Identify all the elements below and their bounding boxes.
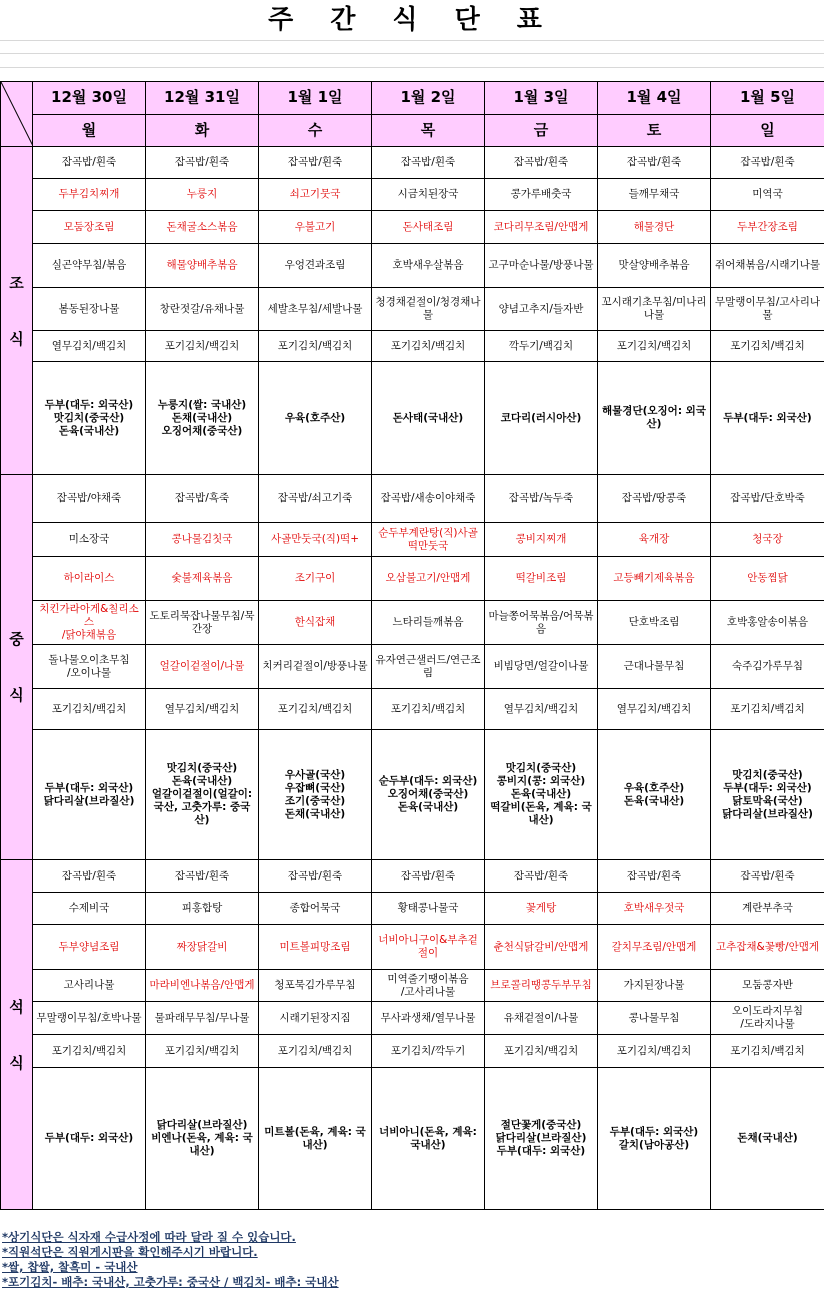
menu-cell: 잡곡밥/흰죽	[485, 147, 598, 179]
origin-cell: 너비아니(돈육, 계육: 국내산)	[372, 1068, 485, 1210]
menu-cell: 포기김치/백김치	[259, 331, 372, 362]
menu-cell: 꽃게탕	[485, 893, 598, 925]
menu-cell: 포기김치/백김치	[259, 1035, 372, 1068]
menu-cell: 잡곡밥/흰죽	[711, 860, 824, 893]
menu-cell: 포기김치/백김치	[372, 689, 485, 730]
menu-cell: 포기김치/백김치	[711, 331, 824, 362]
menu-cell: 무사과생채/열무나물	[372, 1002, 485, 1035]
menu-cell: 사골만둣국(직)떡+	[259, 523, 372, 557]
menu-cell: 종합어묵국	[259, 893, 372, 925]
menu-cell: 청경채겉절이/청경채나물	[372, 288, 485, 331]
menu-cell: 쇠고기뭇국	[259, 179, 372, 211]
menu-cell: 수제비국	[33, 893, 146, 925]
menu-cell: 하이라이스	[33, 557, 146, 601]
menu-cell: 잡곡밥/흰죽	[33, 860, 146, 893]
menu-cell: 피홍합탕	[146, 893, 259, 925]
menu-cell: 너비아니구이&부추겉절이	[372, 925, 485, 970]
menu-cell: 쥐어채볶음/시래기나물	[711, 244, 824, 288]
divider	[0, 40, 824, 41]
day-of-week: 금	[485, 114, 598, 147]
menu-cell: 무말랭이무침/호박나물	[33, 1002, 146, 1035]
divider	[0, 53, 824, 54]
menu-cell: 고구마순나물/방풍나물	[485, 244, 598, 288]
menu-cell: 미소장국	[33, 523, 146, 557]
day-of-week: 수	[259, 114, 372, 147]
menu-cell: 코다리무조림/안맵게	[485, 211, 598, 244]
menu-cell: 황태콩나물국	[372, 893, 485, 925]
menu-cell: 깍두기/백김치	[485, 331, 598, 362]
menu-cell: 고등빼기제육볶음	[598, 557, 711, 601]
menu-cell: 치커리겉절이/방풍나물	[259, 645, 372, 689]
menu-cell: 두부간장조림	[711, 211, 824, 244]
menu-cell: 얼갈이겉절이/나물	[146, 645, 259, 689]
page-title: 주 간 식 단 표	[268, 5, 556, 35]
menu-cell: 포기김치/백김치	[598, 1035, 711, 1068]
notes	[2, 1230, 822, 1290]
menu-cell: 갈치무조림/안맵게	[598, 925, 711, 970]
menu-cell: 포기김치/백김치	[33, 1035, 146, 1068]
menu-cell: 포기김치/깍두기	[372, 1035, 485, 1068]
menu-cell: 봄동된장나물	[33, 288, 146, 331]
origin-cell: 우사골(국산) 우잡뼈(국산) 조기(중국산) 돈채(국내산)	[259, 730, 372, 860]
day-of-week: 목	[372, 114, 485, 147]
origin-cell: 두부(대두: 외국산)	[33, 1068, 146, 1210]
menu-cell: 잡곡밥/새송이야채죽	[372, 475, 485, 523]
menu-cell: 잡곡밥/흰죽	[259, 147, 372, 179]
origin-cell: 두부(대두: 외국산) 갈치(남아공산)	[598, 1068, 711, 1210]
origin-cell: 순두부(대두: 외국산) 오징어채(중국산) 돈육(국내산)	[372, 730, 485, 860]
menu-cell: 브로콜리땡콩두부무침	[485, 970, 598, 1002]
menu-cell: 마늘쫑어묵볶음/어묵볶음	[485, 601, 598, 645]
origin-cell: 해물경단(오징어: 외국산)	[598, 362, 711, 475]
menu-cell: 들깨무채국	[598, 179, 711, 211]
menu-cell: 두부양념조림	[33, 925, 146, 970]
origin-cell: 우육(호주산) 돈육(국내산)	[598, 730, 711, 860]
menu-cell: 잡곡밥/흰죽	[33, 147, 146, 179]
menu-cell: 잡곡밥/흰죽	[372, 860, 485, 893]
note-line: *쌀, 찹쌀, 찰흑미 - 국내산	[2, 1260, 138, 1274]
menu-cell: 가지된장나물	[598, 970, 711, 1002]
menu-cell: 누룽지	[146, 179, 259, 211]
day-date: 1월 1일	[259, 82, 372, 115]
menu-cell: 호박홍알송이볶음	[711, 601, 824, 645]
menu-cell: 숙주김가루무침	[711, 645, 824, 689]
origin-cell: 우육(호주산)	[259, 362, 372, 475]
menu-cell: 잡곡밥/흰죽	[372, 147, 485, 179]
day-of-week: 토	[598, 114, 711, 147]
menu-cell: 오이도라지무침 /도라지나물	[711, 1002, 824, 1035]
menu-cell: 콩비지찌개	[485, 523, 598, 557]
menu-cell: 잡곡밥/녹두죽	[485, 475, 598, 523]
menu-cell: 조기구이	[259, 557, 372, 601]
origin-cell: 누룽지(쌀: 국내산) 돈채(국내산) 오징어채(중국산)	[146, 362, 259, 475]
menu-cell: 잡곡밥/흰죽	[711, 147, 824, 179]
menu-cell: 포기김치/백김치	[711, 1035, 824, 1068]
menu-cell: 비빔당면/얼갈이나물	[485, 645, 598, 689]
origin-cell: 돈사태(국내산)	[372, 362, 485, 475]
day-date: 1월 3일	[485, 82, 598, 115]
menu-cell: 해물양배추볶음	[146, 244, 259, 288]
menu-cell: 느타리들깨볶음	[372, 601, 485, 645]
menu-cell: 오삼불고기/안맵게	[372, 557, 485, 601]
menu-cell: 청국장	[711, 523, 824, 557]
menu-cell: 해물경단	[598, 211, 711, 244]
day-date: 1월 5일	[711, 82, 824, 115]
note-line: *상기식단은 식자재 수급사정에 따라 달라 질 수 있습니다.	[2, 1230, 296, 1244]
menu-cell: 창란젓갈/유채나물	[146, 288, 259, 331]
menu-cell: 고추잡채&꽃빵/안맵게	[711, 925, 824, 970]
menu-cell: 콩가루배춧국	[485, 179, 598, 211]
origin-cell: 두부(대두: 외국산)	[711, 362, 824, 475]
menu-cell: 열무김치/백김치	[146, 689, 259, 730]
divider	[0, 67, 824, 68]
menu-cell: 꼬시래기초무침/미나리나물	[598, 288, 711, 331]
menu-cell: 우엉견과조림	[259, 244, 372, 288]
day-of-week: 월	[33, 114, 146, 147]
menu-cell: 맛살양배추볶음	[598, 244, 711, 288]
menu-cell: 두부김치찌개	[33, 179, 146, 211]
origin-cell: 코다리(러시아산)	[485, 362, 598, 475]
menu-cell: 포기김치/백김치	[485, 1035, 598, 1068]
menu-cell: 근대나물무침	[598, 645, 711, 689]
menu-cell: 잡곡밥/흰죽	[146, 860, 259, 893]
origin-cell: 두부(대두: 외국산) 닭다리살(브라질산)	[33, 730, 146, 860]
day-date: 12월 31일	[146, 82, 259, 115]
menu-cell: 포기김치/백김치	[146, 331, 259, 362]
menu-cell: 열무김치/백김치	[485, 689, 598, 730]
menu-cell: 미트볼피망조림	[259, 925, 372, 970]
header-corner	[1, 82, 33, 147]
menu-cell: 시래기된장지짐	[259, 1002, 372, 1035]
menu-cell: 단호박조림	[598, 601, 711, 645]
meal-label: 중 식	[1, 475, 33, 860]
note-line: *직원석단은 직원게시판을 확인해주시기 바랍니다.	[2, 1245, 258, 1259]
menu-cell: 포기김치/백김치	[146, 1035, 259, 1068]
menu-cell: 숯불제육볶음	[146, 557, 259, 601]
menu-cell: 포기김치/백김치	[372, 331, 485, 362]
menu-cell: 고사리나물	[33, 970, 146, 1002]
day-date: 1월 2일	[372, 82, 485, 115]
origin-cell: 절단꽃게(중국산) 닭다리살(브라질산) 두부(대두: 외국산)	[485, 1068, 598, 1210]
menu-cell: 잡곡밥/흰죽	[259, 860, 372, 893]
menu-cell: 치킨가라아게&칠리소스 /닭야채볶음	[33, 601, 146, 645]
menu-cell: 미역국	[711, 179, 824, 211]
menu-cell: 잡곡밥/흰죽	[598, 860, 711, 893]
menu-cell: 잡곡밥/야채죽	[33, 475, 146, 523]
menu-cell: 청포묵김가루무침	[259, 970, 372, 1002]
menu-cell: 마라비엔나볶음/안맵게	[146, 970, 259, 1002]
menu-cell: 계란부추국	[711, 893, 824, 925]
menu-cell: 물파래무무침/무나물	[146, 1002, 259, 1035]
menu-cell: 포기김치/백김치	[711, 689, 824, 730]
origin-cell: 미트볼(돈육, 계육: 국내산)	[259, 1068, 372, 1210]
day-date: 12월 30일	[33, 82, 146, 115]
menu-cell: 포기김치/백김치	[259, 689, 372, 730]
menu-cell: 호박새우살볶음	[372, 244, 485, 288]
day-of-week: 일	[711, 114, 824, 147]
menu-cell: 잡곡밥/흰죽	[598, 147, 711, 179]
menu-cell: 시금치된장국	[372, 179, 485, 211]
meal-label: 석 식	[1, 860, 33, 1210]
origin-cell: 돈채(국내산)	[711, 1068, 824, 1210]
menu-cell: 양념고추지/들자반	[485, 288, 598, 331]
menu-cell: 잡곡밥/흰죽	[146, 147, 259, 179]
menu-cell: 한식잡채	[259, 601, 372, 645]
origin-cell: 맛김치(중국산) 콩비지(콩: 외국산) 돈육(국내산) 떡갈비(돈육, 계육: 국내산)	[485, 730, 598, 860]
menu-cell: 돈사태조림	[372, 211, 485, 244]
menu-cell: 순두부계란탕(직)사골떡만둣국	[372, 523, 485, 557]
menu-cell: 떡갈비조림	[485, 557, 598, 601]
menu-cell: 무말랭이무침/고사리나물	[711, 288, 824, 331]
menu-cell: 육개장	[598, 523, 711, 557]
menu-cell: 잡곡밥/흑죽	[146, 475, 259, 523]
menu-cell: 유채겉절이/나물	[485, 1002, 598, 1035]
menu-cell: 우불고기	[259, 211, 372, 244]
menu-cell: 도토리묵잡나물무침/묵간장	[146, 601, 259, 645]
day-date: 1월 4일	[598, 82, 711, 115]
menu-cell: 돈채굴소스볶음	[146, 211, 259, 244]
menu-cell: 포기김치/백김치	[598, 331, 711, 362]
origin-cell: 맛김치(중국산) 두부(대두: 외국산) 닭토막육(국산) 닭다리살(브라질산)	[711, 730, 824, 860]
origin-cell: 닭다리살(브라질산) 비엔나(돈육, 계육: 국내산)	[146, 1068, 259, 1210]
menu-cell: 모둠장조림	[33, 211, 146, 244]
menu-cell: 열무김치/백김치	[33, 331, 146, 362]
menu-cell: 잡곡밥/땅콩죽	[598, 475, 711, 523]
menu-cell: 잡곡밥/쇠고기죽	[259, 475, 372, 523]
menu-cell: 안동찜닭	[711, 557, 824, 601]
menu-cell: 미역줄기땡이볶음 /고사리나물	[372, 970, 485, 1002]
menu-cell: 호박새우젓국	[598, 893, 711, 925]
note-line: *포기김치- 배추: 국내산, 고춧가루: 중국산 / 백김치- 배추: 국내산	[2, 1275, 339, 1289]
menu-cell: 포기김치/백김치	[33, 689, 146, 730]
menu-cell: 돌나물오이초무침 /오이나물	[33, 645, 146, 689]
menu-cell: 짜장닭갈비	[146, 925, 259, 970]
menu-cell: 콩나물김칫국	[146, 523, 259, 557]
menu-cell: 모둠콩자반	[711, 970, 824, 1002]
day-of-week: 화	[146, 114, 259, 147]
menu-cell: 유자연근샐러드/연근조림	[372, 645, 485, 689]
menu-cell: 실곤약무침/볶음	[33, 244, 146, 288]
menu-cell: 열무김치/백김치	[598, 689, 711, 730]
menu-cell: 잡곡밥/흰죽	[485, 860, 598, 893]
weekly-menu-table	[0, 81, 824, 1210]
origin-cell: 두부(대두: 외국산) 맛김치(중국산) 돈육(국내산)	[33, 362, 146, 475]
menu-cell: 세발초무침/세발나물	[259, 288, 372, 331]
menu-cell: 콩나물무침	[598, 1002, 711, 1035]
origin-cell: 맛김치(중국산) 돈육(국내산) 얼갈이겉절이(얼갈이: 국산, 고춧가루: 중국산)	[146, 730, 259, 860]
menu-cell: 잡곡밥/단호박죽	[711, 475, 824, 523]
menu-cell: 춘천식닭갈비/안맵게	[485, 925, 598, 970]
meal-label: 조 식	[1, 147, 33, 475]
